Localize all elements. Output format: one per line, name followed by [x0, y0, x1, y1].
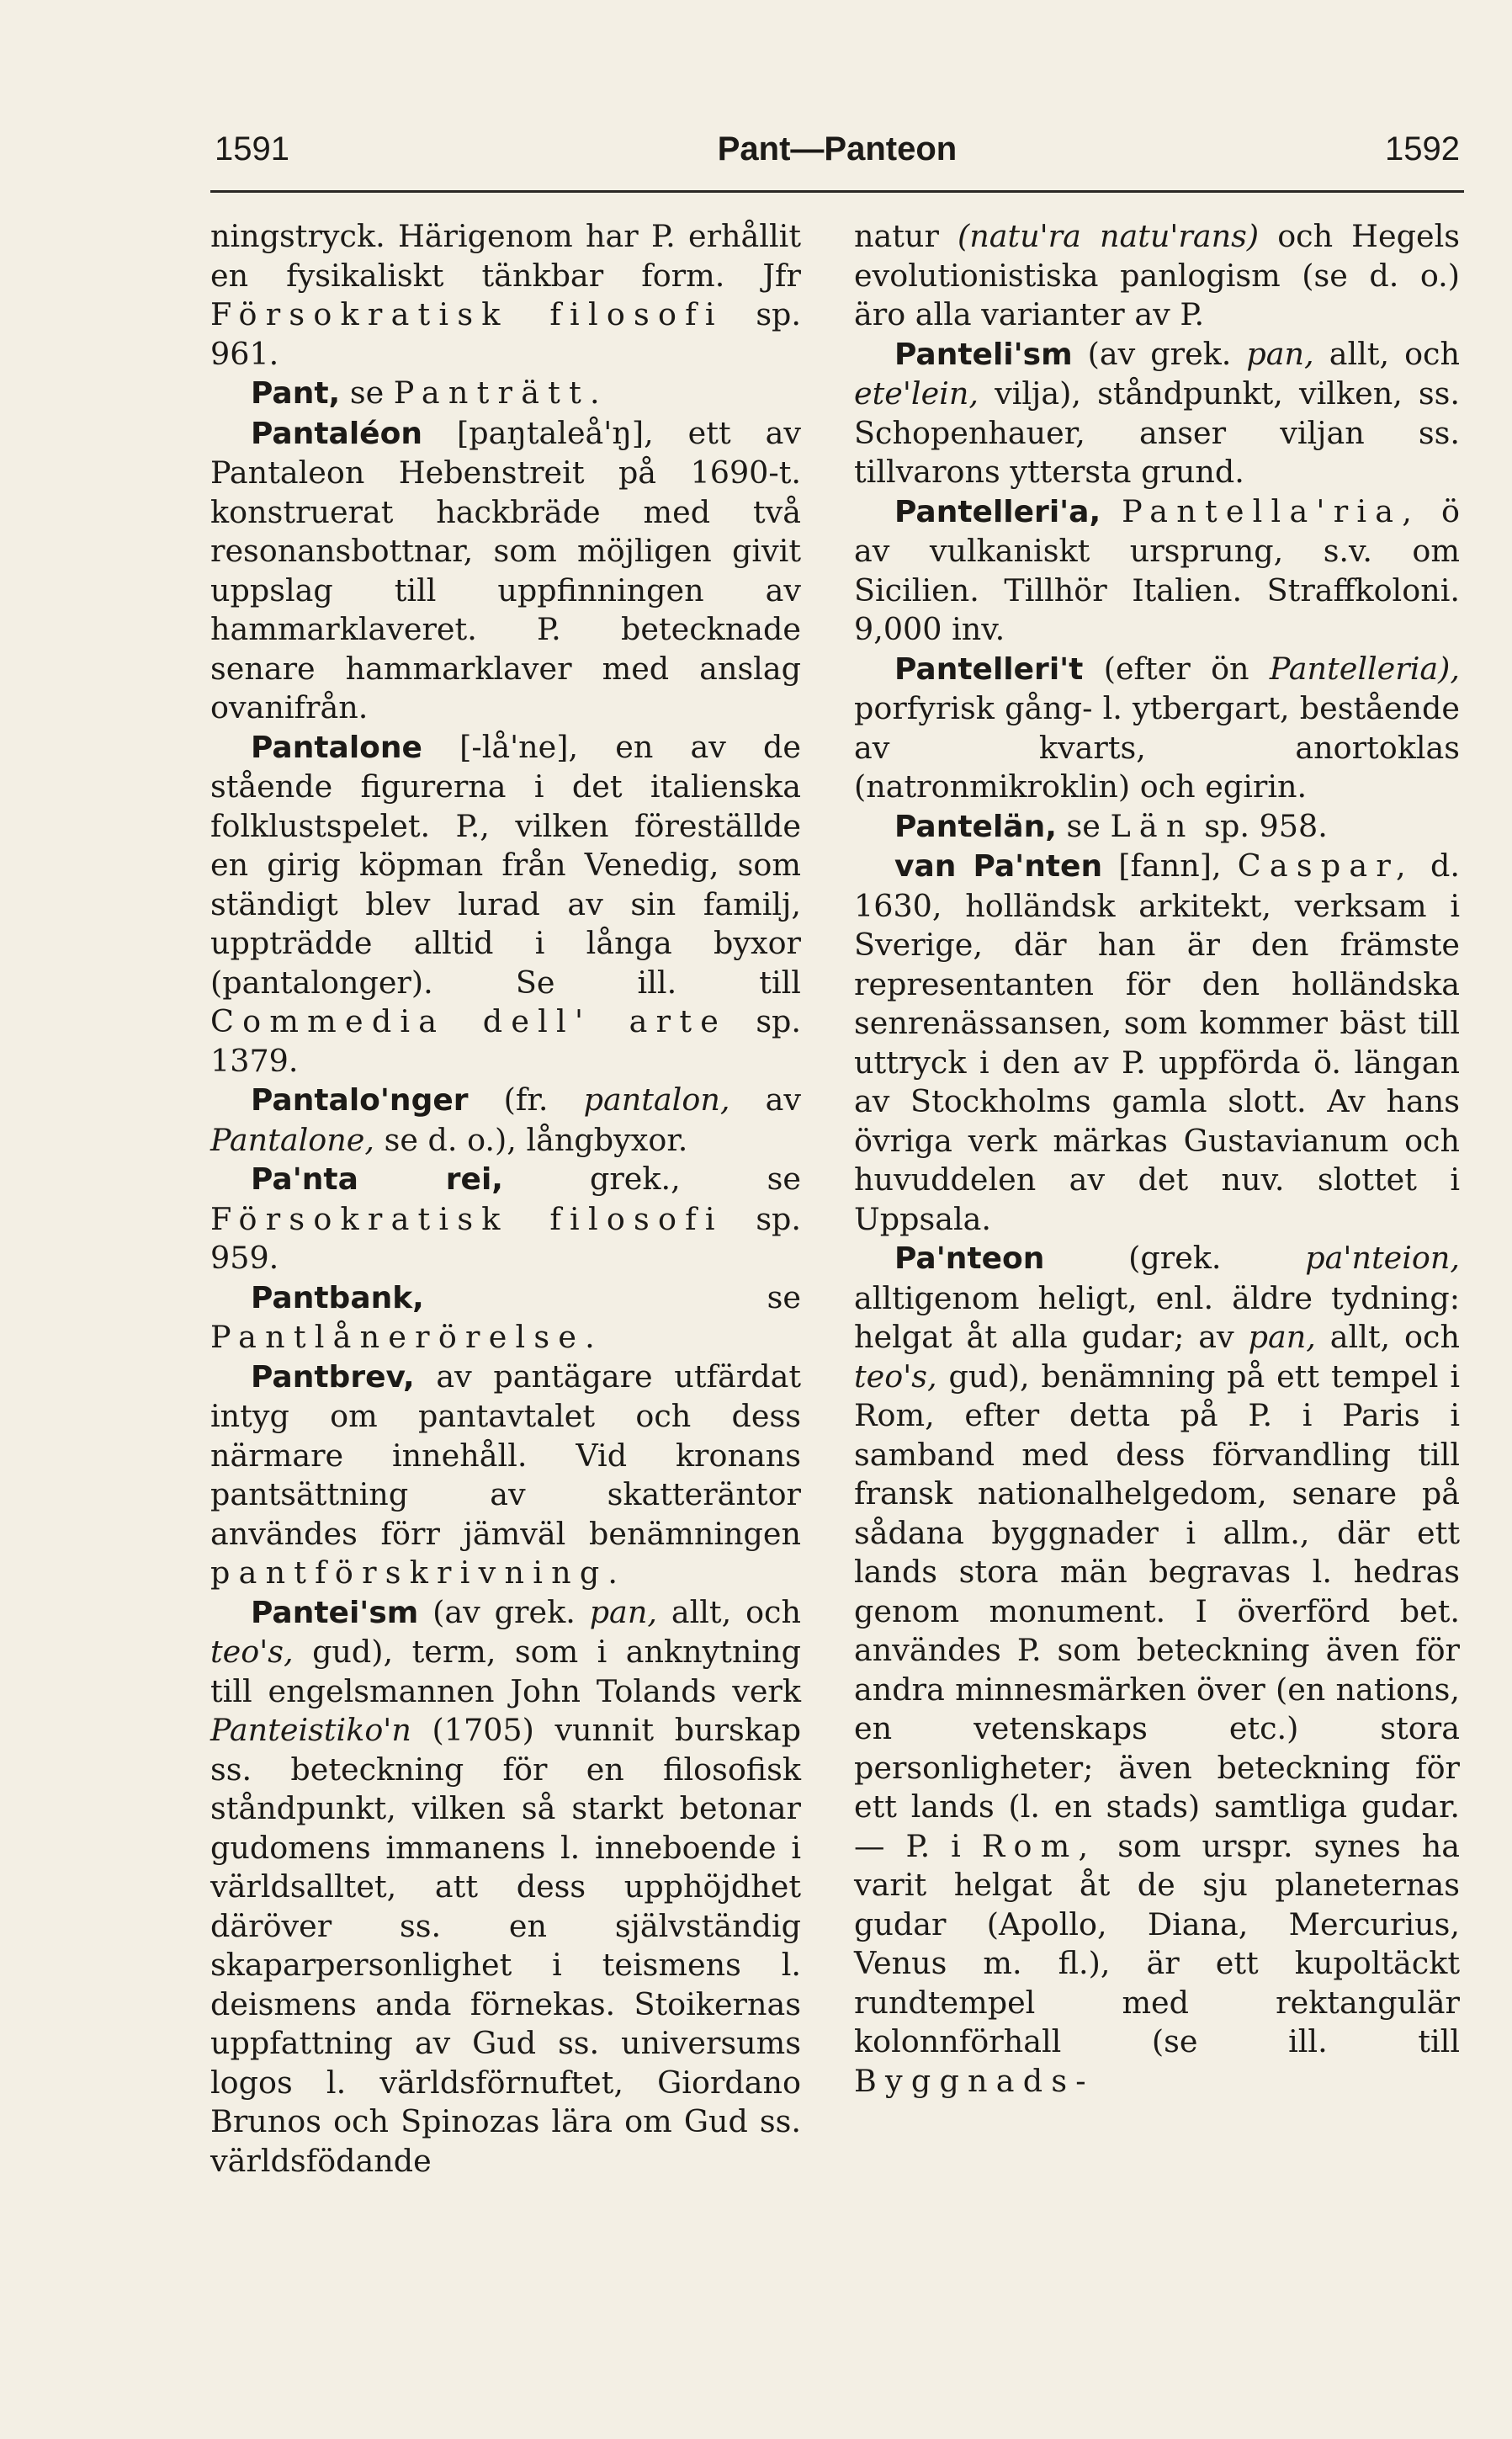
- entry-continuation: natur (natu'ra natu'rans) och Hegels evolutionistiska panlogism (se d. o.) äro alla varianter av P.: [854, 218, 1460, 332]
- running-title: Pant—Panteon: [717, 130, 958, 167]
- header-rule: [210, 190, 1464, 193]
- right-column: [854, 217, 1460, 2101]
- headword: Pant,: [251, 376, 341, 411]
- headword: Pantalo'nger: [251, 1083, 469, 1118]
- entry-panteism: Pantei'sm (av grek. pan, allt, och teo's, gud), term, som i anknytning till engelsmannen John Tolands verk Panteistiko'n (1705) vunnit burskap ss. beteckning för en filosofisk ståndpunkt, vilken så starkt betonar gudomens immanens l. inneboende i världsalltet, att dess upphöjdhet däröver ss. en självständig skaparpersonlighet i teismens l. deismens anda förnekas. Stoikernas uppfattning av Gud ss. universums logos l. världsförnuftet, Giordano Brunos och Spinozas lära om Gud ss. världsfödande: [210, 1593, 802, 2179]
- left-column: [210, 217, 801, 2181]
- headword: van Pa'nten: [894, 849, 1103, 884]
- headword: Pantelleri't: [894, 651, 1084, 687]
- entry-pantbank: Pantbank, se Pantlånerörelse.: [210, 1278, 801, 1355]
- headword: Pantelän,: [894, 809, 1057, 844]
- page-header: [215, 130, 1460, 181]
- entry-pantelism: Panteli'sm (av grek. pan, allt, och ete'lein, vilja), ståndpunkt, vilken, ss. Schopenhauer, anser viljan ss. tillvarons yttersta grund.: [854, 335, 1461, 490]
- headword: Pantei'sm: [251, 1595, 419, 1630]
- page-number-left: 1591: [215, 130, 289, 167]
- headword: Pa'nteon: [894, 1241, 1045, 1276]
- entry-pantbrev: Pantbrev, av pantägare utfärdat intyg om pantavtalet och dess närmare innehåll. Vid kronans pantsättning av skatteräntor användes förr jämväl benämningen pantförskrivning.: [210, 1358, 801, 1591]
- entry-van-panten: van Pa'nten [fann], Caspar, d. 1630, holländsk arkitekt, verksam i Sverige, där han är den främste representanten för den holländska senrenässansen, som kommer bäst till uttryck i den av P. uppförda ö. längan av Stockholms gamla slott. Av hans övriga verk märkas Gustavianum och huvuddelen av det nuv. slottet i Uppsala.: [854, 848, 1460, 1237]
- entry-continuation: ningstryck. Härigenom har P. erhållit en fysikaliskt tänkbar form. Jfr Försokratisk filosofi sp. 961.: [210, 218, 802, 372]
- headword: Pantalone: [251, 730, 422, 765]
- entry-panteon: Pa'nteon (grek. pa'nteion, alltigenom heligt, enl. äldre tydning: helgat åt alla gudar; av pan, allt, och teo's, gud), benämning på ett tempel i Rom, efter detta på P. i Paris i samband med dess förvandling till fransk nationalhelgedom, senare på sådana byggnader i allm., där ett lands stora män begravas l. hedras genom monument. I överförd bet. användes P. som beteckning även för andra minnesmärken över (en nations, en vetenskaps etc.) stora personligheter; även beteckning för ett lands (l. en stads) samtliga gudar. — P. i Rom, som urspr. synes ha varit helgat åt de sju planeternas gudar (Apollo, Diana, Mercurius, Venus m. fl.), är ett kupoltäckt rundtempel med rektangulär kolonnförhall (se ill. till Byggnads-: [854, 1240, 1460, 2099]
- entry-pantelan: Pantelän, se Län sp. 958.: [894, 807, 1328, 844]
- headword: Pantaléon: [251, 416, 422, 451]
- headword: Pantbank,: [251, 1280, 424, 1315]
- entry-pantellerit: Pantelleri't (efter ön Pantelleria), porfyrisk gång- l. ytbergart, bestående av kvarts, anortoklas (natronmikroklin) och egirin.: [854, 650, 1461, 805]
- headword: Pantelleri'a,: [894, 494, 1101, 529]
- headword: Pantbrev,: [251, 1359, 415, 1395]
- entry-pantalonger: Pantalo'nger (fr. pantalon, av Pantalone, se d. o.), långbyxor.: [210, 1081, 801, 1158]
- entry-pantalone: Pantalone [-lå'ne], en av de stående figurerna i det italienska folklustspelet. P., vilken föreställde en girig köpman från Venedig, som ständigt blev lurad av sin familj, uppträdde alltid i långa byxor (pantalonger). Se ill. till Commedia dell' arte sp. 1379.: [210, 728, 802, 1079]
- entry-pant: Pant, se Panträtt.: [251, 375, 608, 411]
- entry-pantaleon: Pantaléon [paŋtaleå'ŋ], ett av Pantaleon Hebenstreit på 1690-t. konstruerat hackbräde med två resonansbottnar, som möjligen givit uppslag till uppfinningen av hammarklaveret. P. betecknade senare hammarklaver med anslag ovanifrån.: [210, 414, 801, 725]
- entry-pantelleria: Pantelleri'a, Pantella'ria, ö av vulkaniskt ursprung, s.v. om Sicilien. Tillhör Italien. Straffkoloni. 9,000 inv.: [854, 492, 1460, 647]
- headword: Panteli'sm: [894, 337, 1073, 372]
- entry-panta-rei: Pa'nta rei, grek., se Försokratisk filosofi sp. 959.: [210, 1161, 802, 1276]
- headword: Pa'nta rei,: [251, 1162, 503, 1197]
- page-number-right: 1592: [1385, 130, 1460, 167]
